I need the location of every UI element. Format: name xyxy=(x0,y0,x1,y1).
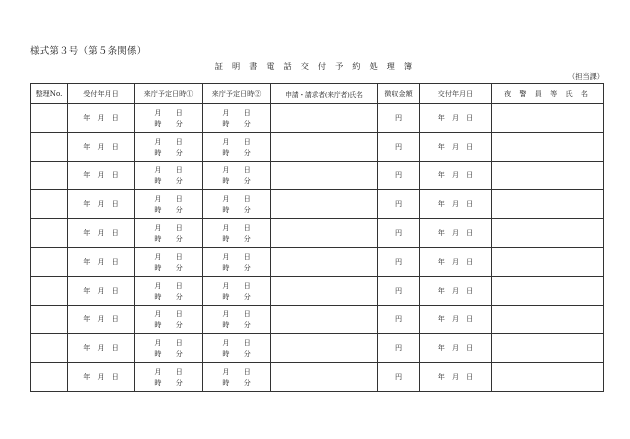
accept-date-cell[interactable]: 年 月 日 xyxy=(68,161,135,190)
issue-date-cell[interactable]: 年 月 日 xyxy=(420,104,492,133)
visit-1-cell[interactable] xyxy=(135,247,203,276)
night-guard-name-cell[interactable] xyxy=(492,363,604,392)
visit-2-cell-line-2: 時 分 xyxy=(222,320,251,330)
column-header-night-guard: 夜 警 員 等 氏 名 xyxy=(492,84,604,104)
visit-1-cell-line-2: 時 分 xyxy=(154,147,183,157)
column-header-no: 整理No. xyxy=(31,84,68,104)
visit-2-cell-line-2: 時 分 xyxy=(222,205,251,215)
column-header-visit-2: 来庁予定日時② xyxy=(203,84,271,104)
fee-cell[interactable]: 円 xyxy=(378,247,420,276)
visit-2-cell-line-2: 時 分 xyxy=(222,118,251,128)
applicant-name-cell[interactable] xyxy=(271,219,378,248)
visit-1-cell-line-1: 月 日 xyxy=(154,194,183,204)
visit-2-cell[interactable] xyxy=(203,305,271,334)
issue-date-cell[interactable]: 年 月 日 xyxy=(420,161,492,190)
visit-1-cell-line-2: 時 分 xyxy=(154,378,183,388)
visit-1-cell[interactable] xyxy=(135,363,203,392)
fee-cell[interactable]: 円 xyxy=(378,305,420,334)
visit-2-cell[interactable] xyxy=(203,363,271,392)
applicant-name-cell[interactable] xyxy=(271,104,378,133)
issue-date-cell[interactable]: 年 月 日 xyxy=(420,334,492,363)
visit-2-cell-line-1: 月 日 xyxy=(222,280,251,290)
accept-date-cell[interactable]: 年 月 日 xyxy=(68,104,135,133)
row-number-cell[interactable] xyxy=(31,161,68,190)
visit-1-cell[interactable] xyxy=(135,104,203,133)
visit-2-cell[interactable] xyxy=(203,132,271,161)
visit-1-cell-line-1: 月 日 xyxy=(154,251,183,261)
accept-date-cell[interactable]: 年 月 日 xyxy=(68,219,135,248)
fee-cell[interactable]: 円 xyxy=(378,334,420,363)
row-number-cell[interactable] xyxy=(31,132,68,161)
visit-1-cell-line-1: 月 日 xyxy=(154,136,183,146)
visit-1-cell[interactable] xyxy=(135,161,203,190)
issue-date-cell[interactable]: 年 月 日 xyxy=(420,219,492,248)
fee-cell[interactable]: 円 xyxy=(378,276,420,305)
accept-date-cell[interactable]: 年 月 日 xyxy=(68,190,135,219)
applicant-name-cell[interactable] xyxy=(271,305,378,334)
visit-1-cell-line-1: 月 日 xyxy=(154,338,183,348)
column-header-visit-1: 来庁予定日時① xyxy=(135,84,203,104)
applicant-name-cell[interactable] xyxy=(271,276,378,305)
accept-date-cell[interactable]: 年 月 日 xyxy=(68,276,135,305)
visit-2-cell-line-1: 月 日 xyxy=(222,367,251,377)
applicant-name-cell[interactable] xyxy=(271,334,378,363)
visit-2-cell-line-2: 時 分 xyxy=(222,176,251,186)
visit-1-cell[interactable] xyxy=(135,190,203,219)
visit-1-cell-line-1: 月 日 xyxy=(154,280,183,290)
fee-cell[interactable]: 円 xyxy=(378,219,420,248)
table-row xyxy=(31,247,604,276)
table-row xyxy=(31,104,604,133)
applicant-name-cell[interactable] xyxy=(271,363,378,392)
issue-date-cell[interactable]: 年 月 日 xyxy=(420,276,492,305)
reservation-register-table xyxy=(30,83,604,392)
visit-2-cell-line-1: 月 日 xyxy=(222,136,251,146)
night-guard-name-cell[interactable] xyxy=(492,161,604,190)
table-row xyxy=(31,190,604,219)
accept-date-cell[interactable]: 年 月 日 xyxy=(68,305,135,334)
visit-2-cell[interactable] xyxy=(203,219,271,248)
column-header-accept-date: 受付年月日 xyxy=(68,84,135,104)
night-guard-name-cell[interactable] xyxy=(492,104,604,133)
issue-date-cell[interactable]: 年 月 日 xyxy=(420,247,492,276)
visit-2-cell-line-1: 月 日 xyxy=(222,165,251,175)
visit-2-cell-line-1: 月 日 xyxy=(222,251,251,261)
night-guard-name-cell[interactable] xyxy=(492,305,604,334)
table-row xyxy=(31,132,604,161)
applicant-name-cell[interactable] xyxy=(271,190,378,219)
form-number-label: 様式第３号（第５条関係） xyxy=(30,46,147,57)
visit-2-cell[interactable] xyxy=(203,104,271,133)
applicant-name-cell[interactable] xyxy=(271,132,378,161)
row-number-cell[interactable] xyxy=(31,334,68,363)
table-row xyxy=(31,363,604,392)
visit-2-cell[interactable] xyxy=(203,334,271,363)
visit-1-cell-line-2: 時 分 xyxy=(154,118,183,128)
row-number-cell[interactable] xyxy=(31,276,68,305)
issue-date-cell[interactable]: 年 月 日 xyxy=(420,132,492,161)
department-label: （担当課） xyxy=(568,72,604,81)
visit-2-cell-line-2: 時 分 xyxy=(222,349,251,359)
night-guard-name-cell[interactable] xyxy=(492,247,604,276)
row-number-cell[interactable] xyxy=(31,363,68,392)
visit-2-cell[interactable] xyxy=(203,276,271,305)
fee-cell[interactable]: 円 xyxy=(378,161,420,190)
visit-2-cell-line-1: 月 日 xyxy=(222,107,251,117)
visit-1-cell-line-2: 時 分 xyxy=(154,349,183,359)
table-row xyxy=(31,161,604,190)
document-title: 証 明 書 電 話 交 付 予 約 処 理 簿 xyxy=(214,61,416,71)
visit-2-cell-line-2: 時 分 xyxy=(222,378,251,388)
visit-2-cell-line-1: 月 日 xyxy=(222,194,251,204)
row-number-cell[interactable] xyxy=(31,190,68,219)
visit-1-cell[interactable] xyxy=(135,219,203,248)
visit-2-cell-line-2: 時 分 xyxy=(222,291,251,301)
visit-2-cell[interactable] xyxy=(203,247,271,276)
accept-date-cell[interactable]: 年 月 日 xyxy=(68,247,135,276)
row-number-cell[interactable] xyxy=(31,104,68,133)
night-guard-name-cell[interactable] xyxy=(492,219,604,248)
visit-2-cell-line-2: 時 分 xyxy=(222,262,251,272)
table-row xyxy=(31,334,604,363)
visit-1-cell[interactable] xyxy=(135,334,203,363)
visit-1-cell[interactable] xyxy=(135,132,203,161)
visit-1-cell-line-1: 月 日 xyxy=(154,107,183,117)
visit-1-cell-line-1: 月 日 xyxy=(154,309,183,319)
visit-2-cell-line-1: 月 日 xyxy=(222,309,251,319)
visit-1-cell[interactable] xyxy=(135,305,203,334)
column-header-fee: 徴収金額 xyxy=(378,84,420,104)
visit-2-cell-line-2: 時 分 xyxy=(222,147,251,157)
applicant-name-cell[interactable] xyxy=(271,247,378,276)
column-header-issue-date: 交付年月日 xyxy=(420,84,492,104)
accept-date-cell[interactable]: 年 月 日 xyxy=(68,363,135,392)
column-header-applicant: 申請・請求者(来庁者)氏名 xyxy=(271,84,378,104)
night-guard-name-cell[interactable] xyxy=(492,334,604,363)
visit-1-cell[interactable] xyxy=(135,276,203,305)
applicant-name-cell[interactable] xyxy=(271,161,378,190)
table-row xyxy=(31,219,604,248)
night-guard-name-cell[interactable] xyxy=(492,132,604,161)
fee-cell[interactable]: 円 xyxy=(378,363,420,392)
issue-date-cell[interactable]: 年 月 日 xyxy=(420,305,492,334)
visit-1-cell-line-2: 時 分 xyxy=(154,320,183,330)
night-guard-name-cell[interactable] xyxy=(492,190,604,219)
fee-cell[interactable]: 円 xyxy=(378,132,420,161)
visit-1-cell-line-2: 時 分 xyxy=(154,234,183,244)
visit-2-cell[interactable] xyxy=(203,190,271,219)
row-number-cell[interactable] xyxy=(31,219,68,248)
visit-2-cell-line-2: 時 分 xyxy=(222,234,251,244)
visit-1-cell-line-1: 月 日 xyxy=(154,367,183,377)
visit-1-cell-line-1: 月 日 xyxy=(154,165,183,175)
header-row xyxy=(31,84,604,104)
night-guard-name-cell[interactable] xyxy=(492,276,604,305)
visit-2-cell-line-1: 月 日 xyxy=(222,338,251,348)
visit-1-cell-line-1: 月 日 xyxy=(154,223,183,233)
accept-date-cell[interactable]: 年 月 日 xyxy=(68,132,135,161)
row-number-cell[interactable] xyxy=(31,247,68,276)
visit-2-cell-line-1: 月 日 xyxy=(222,223,251,233)
row-number-cell[interactable] xyxy=(31,305,68,334)
table-row xyxy=(31,305,604,334)
visit-1-cell-line-2: 時 分 xyxy=(154,205,183,215)
visit-1-cell-line-2: 時 分 xyxy=(154,291,183,301)
issue-date-cell[interactable]: 年 月 日 xyxy=(420,363,492,392)
fee-cell[interactable]: 円 xyxy=(378,190,420,219)
visit-2-cell[interactable] xyxy=(203,161,271,190)
table-row xyxy=(31,276,604,305)
visit-1-cell-line-2: 時 分 xyxy=(154,176,183,186)
accept-date-cell[interactable]: 年 月 日 xyxy=(68,334,135,363)
issue-date-cell[interactable]: 年 月 日 xyxy=(420,190,492,219)
fee-cell[interactable]: 円 xyxy=(378,104,420,133)
visit-1-cell-line-2: 時 分 xyxy=(154,262,183,272)
